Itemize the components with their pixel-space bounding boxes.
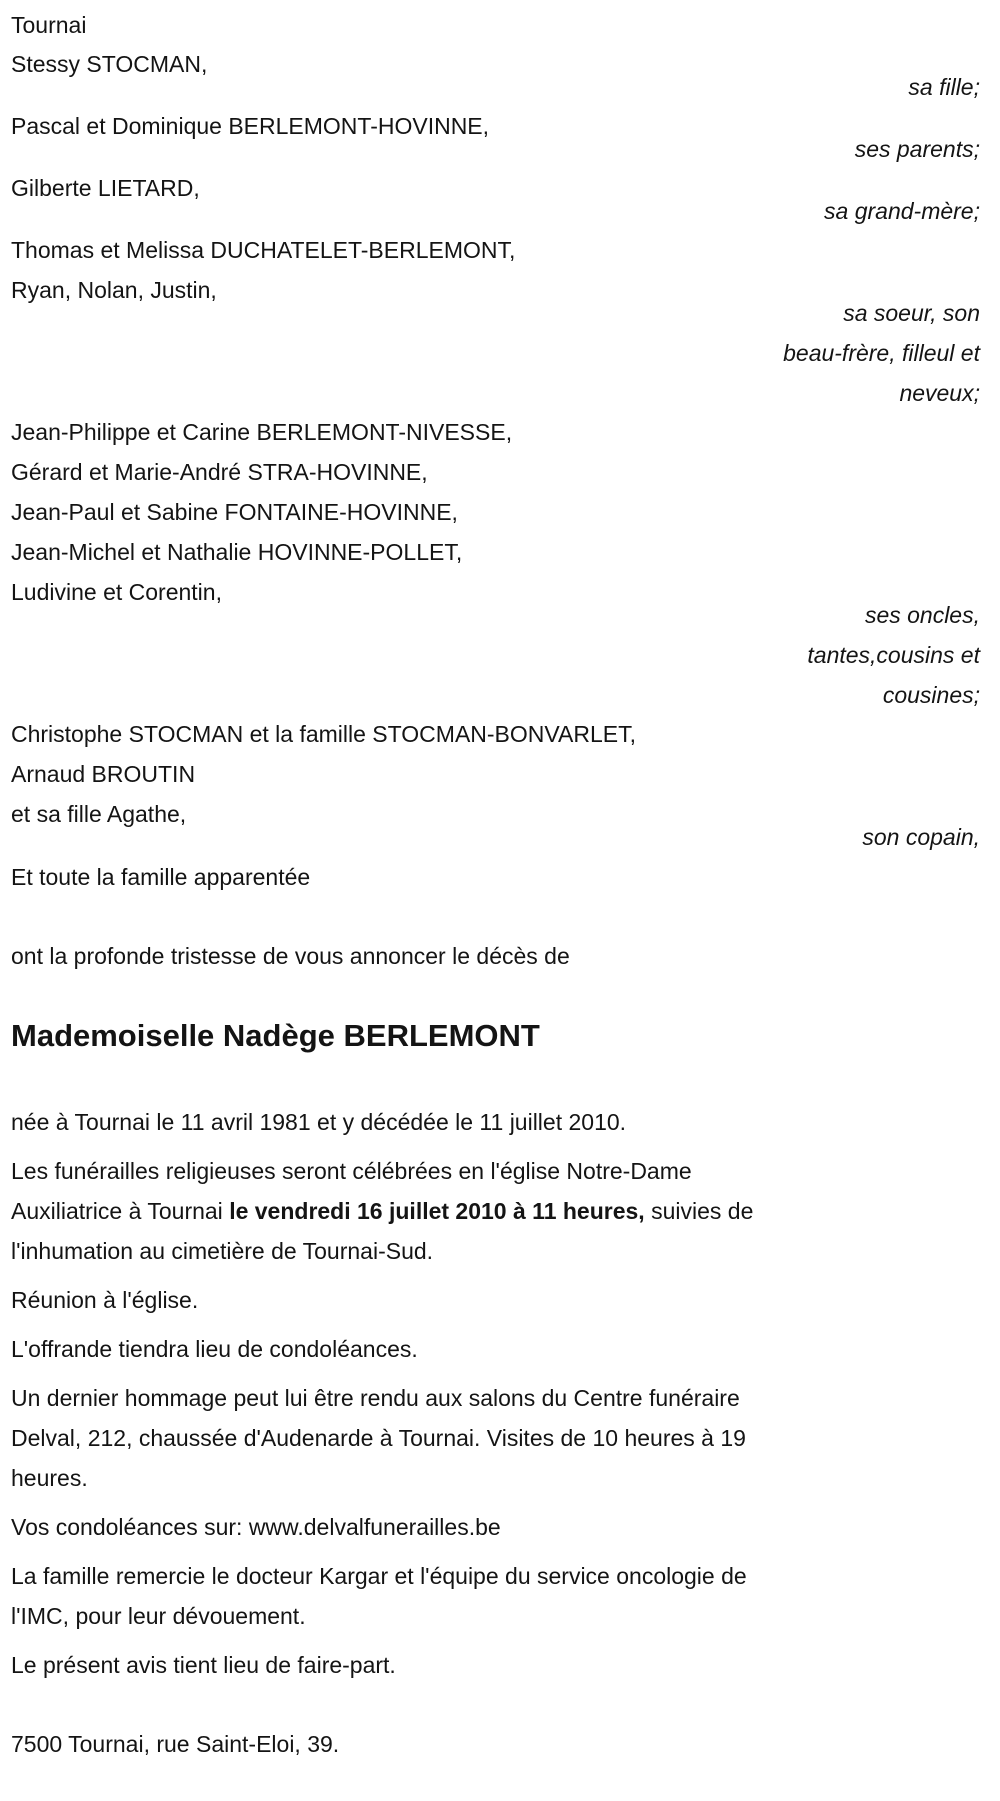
birth-paragraph	[11, 1102, 980, 1142]
family-member-line: Jean-Philippe et Carine BERLEMONT-NIVESSE,	[11, 419, 513, 445]
family-member-line: Gilberte LIETARD,	[11, 175, 200, 201]
family-member-line: Stessy STOCMAN,	[11, 51, 208, 77]
relationship-line: son copain,	[862, 824, 980, 850]
relationship-line: tantes,cousins et	[807, 642, 980, 668]
thanks-line: La famille remercie le docteur Kargar et l'équipe du service oncologie de	[11, 1563, 747, 1589]
announcement: ont la profonde tristesse de vous annoncer le décès de	[11, 943, 570, 969]
family-group	[11, 106, 980, 169]
address: 7500 Tournai, rue Saint-Eloi, 39.	[11, 1731, 340, 1757]
notice-text: Le présent avis tient lieu de faire-part.	[11, 1652, 396, 1678]
family-member-line: Thomas et Melissa DUCHATELET-BERLEMONT,	[11, 237, 516, 263]
family-member-line: Christophe STOCMAN et la famille STOCMAN-BONVARLET,	[11, 721, 636, 747]
funeral-text: Auxiliatrice à Tournai	[11, 1198, 230, 1224]
family-member-line: et sa fille Agathe,	[11, 801, 187, 827]
relationship-line: ses oncles,	[864, 602, 980, 628]
tribute-line: heures.	[11, 1465, 88, 1491]
condolences-text: Vos condoléances sur: www.delvalfunerailles.be	[11, 1514, 501, 1540]
birth-text: née à Tournai le 11 avril 1981 et y décédée le 11 juillet 2010.	[11, 1109, 627, 1135]
thanks-line: l'IMC, pour leur dévouement.	[11, 1603, 306, 1629]
relationship-line: sa fille;	[908, 74, 980, 100]
family-member-line: Gérard et Marie-André STRA-HOVINNE,	[11, 459, 428, 485]
family-line: Et toute la famille apparentée	[11, 864, 311, 890]
family-group	[11, 44, 980, 107]
family-member-line: Arnaud BROUTIN	[11, 761, 196, 787]
tribute-line: Delval, 212, chaussée d'Audenarde à Tournai. Visites de 10 heures à 19	[11, 1425, 746, 1451]
offering-text: L'offrande tiendra lieu de condoléances.	[11, 1336, 418, 1362]
meeting-paragraph	[11, 1280, 980, 1320]
relationship-line: beau-frère, filleul et	[783, 340, 980, 366]
relationship-line: sa grand-mère;	[824, 198, 980, 224]
offering-paragraph	[11, 1329, 980, 1369]
family-group	[11, 412, 980, 715]
relationship-line: sa soeur, son	[843, 300, 980, 326]
relationship	[11, 595, 980, 715]
relationship-line: ses parents;	[854, 136, 980, 162]
condolences-paragraph	[11, 1507, 980, 1547]
relationship-line: cousines;	[882, 682, 980, 708]
family-member-line: Ryan, Nolan, Justin,	[11, 277, 217, 303]
relationship-line: neveux;	[899, 380, 980, 406]
relationship	[11, 293, 980, 413]
funeral-line	[11, 1191, 980, 1231]
family-member-line: Jean-Michel et Nathalie HOVINNE-POLLET,	[11, 539, 463, 565]
family-group	[11, 714, 980, 857]
family-group	[11, 168, 980, 231]
family-member-line: Jean-Paul et Sabine FONTAINE-HOVINNE,	[11, 499, 458, 525]
thanks-paragraph	[11, 1556, 980, 1636]
city: Tournai	[11, 12, 87, 38]
family-member-line: Pascal et Dominique BERLEMONT-HOVINNE,	[11, 113, 490, 139]
deceased-name: Mademoiselle Nadège BERLEMONT	[11, 1018, 540, 1053]
funeral-line: l'inhumation au cimetière de Tournai-Sud.	[11, 1238, 434, 1264]
meeting-text: Réunion à l'église.	[11, 1287, 199, 1313]
funeral-line: Les funérailles religieuses seront célébrées en l'église Notre-Dame	[11, 1158, 692, 1184]
funeral-date: le vendredi 16 juillet 2010 à 11 heures,	[229, 1198, 645, 1224]
funeral-paragraph	[11, 1151, 980, 1271]
family-groups	[11, 44, 980, 857]
family-group	[11, 230, 980, 413]
tribute-paragraph	[11, 1378, 980, 1498]
tribute-line: Un dernier hommage peut lui être rendu aux salons du Centre funéraire	[11, 1385, 740, 1411]
notice-paragraph	[11, 1645, 980, 1685]
funeral-text: suivies de	[644, 1198, 754, 1224]
family-member-line: Ludivine et Corentin,	[11, 579, 222, 605]
